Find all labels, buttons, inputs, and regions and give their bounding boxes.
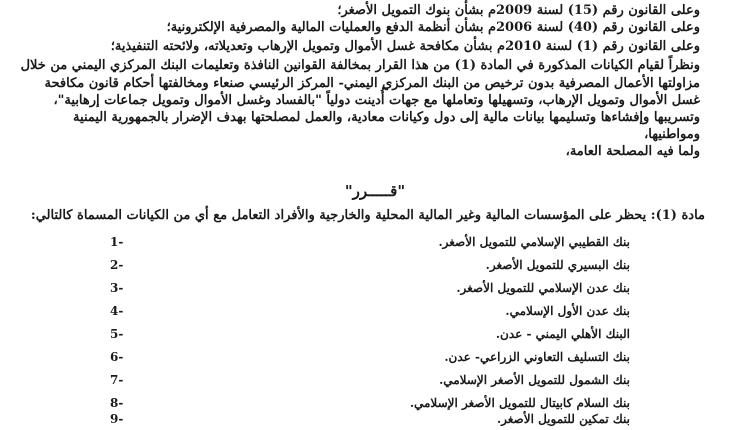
entity-name: بنك تمكين للتمويل الأصغر. (496, 412, 630, 426)
preamble-line-7: وتسريبها وإفشاءها وتسليمها بيانات مالية إلى دول وكيانات معادية، والعمل لمصلحتها بهدف الإضرار بالجمهورية اليمنية (73, 110, 700, 125)
preamble-line-3: وعلى القانون رقم (1) لسنة 2010م بشأن مكافحة غسل الأموال وتمويل الإرهاب وتعديلاته، ولائحته التنفيذية؛ (110, 39, 700, 54)
entity-number: -6 (110, 350, 124, 364)
entity-item-3 (110, 281, 630, 295)
entity-name: بنك التسليف التعاوني الزراعي- عدن. (444, 350, 630, 364)
article-1-text: مادة (1): يحظر على المؤسسات المالية وغير المالية المحلية والخارجية والأفراد التعامل مع أي من الكيانات المسماة كالتالي: (30, 208, 705, 223)
entity-name: البنك الأهلي اليمني - عدن. (495, 327, 630, 341)
entity-number: -4 (110, 304, 124, 318)
entity-number: -9 (110, 412, 124, 426)
entity-number: -1 (110, 235, 124, 249)
entity-item-5 (110, 327, 630, 341)
preamble-line-9: ولما فيه المصلحة العامة، (565, 144, 700, 159)
entity-item-9 (110, 412, 630, 426)
preamble-line-6: غسل الأموال وتمويل الإرهاب، وتسهيلها وتعاملها مع جهات أُدينت دولياً "بالفساد وغسل الأموال وتمويل جماعات إرهابية"، (53, 93, 700, 108)
entity-name: بنك البسيري للتمويل الأصغر. (485, 258, 630, 272)
entity-item-7 (110, 373, 630, 387)
preamble-line-4: ونظراً لقيام الكيانات المذكورة في المادة (1) من هذا القرار بمخالفة القوانين النافذة وتعليمات البنك المركزي اليمني من خلال (20, 58, 700, 73)
entity-name: بنك السلام كابيتال للتمويل الأصغر الإسلامي. (409, 396, 630, 410)
entity-name: بنك عدن الأول الإسلامي. (505, 304, 630, 318)
preamble-line-8: ومواطنيها، (644, 127, 700, 142)
entity-number: -7 (110, 373, 124, 387)
preamble-line-1: وعلى القانون رقم (15) لسنة 2009م بشأن بنوك التمويل الأصغر؛ (337, 3, 700, 18)
entity-number: -5 (110, 327, 124, 341)
entity-item-4 (110, 304, 630, 318)
entity-item-2 (110, 258, 630, 272)
entity-item-6 (110, 350, 630, 364)
entity-item-1 (110, 235, 630, 249)
entity-item-8 (110, 396, 630, 410)
preamble-line-5: مزاولتها الأعمال المصرفية بدون ترخيص من البنك المركزي اليمني- المركز الرئيسي صنعاء ومخالفتها أحكام قانون مكافحة (44, 76, 700, 91)
entity-name: بنك القطيبي الإسلامي للتمويل الأصغر. (438, 235, 630, 249)
entity-number: -2 (110, 258, 124, 272)
entity-number: -3 (110, 281, 124, 295)
entity-name: بنك الشمول للتمويل الأصغر الإسلامي. (439, 373, 630, 387)
decision-title: "قـــــرر" (344, 182, 406, 200)
preamble-line-2: وعلى القانون رقم (40) لسنة 2006م بشأن أنظمة الدفع والعمليات المالية والمصرفية الإلكترونية؛ (166, 20, 700, 35)
entity-name: بنك عدن الإسلامي للتمويل الأصغر. (456, 281, 630, 295)
entity-number: -8 (110, 396, 124, 410)
